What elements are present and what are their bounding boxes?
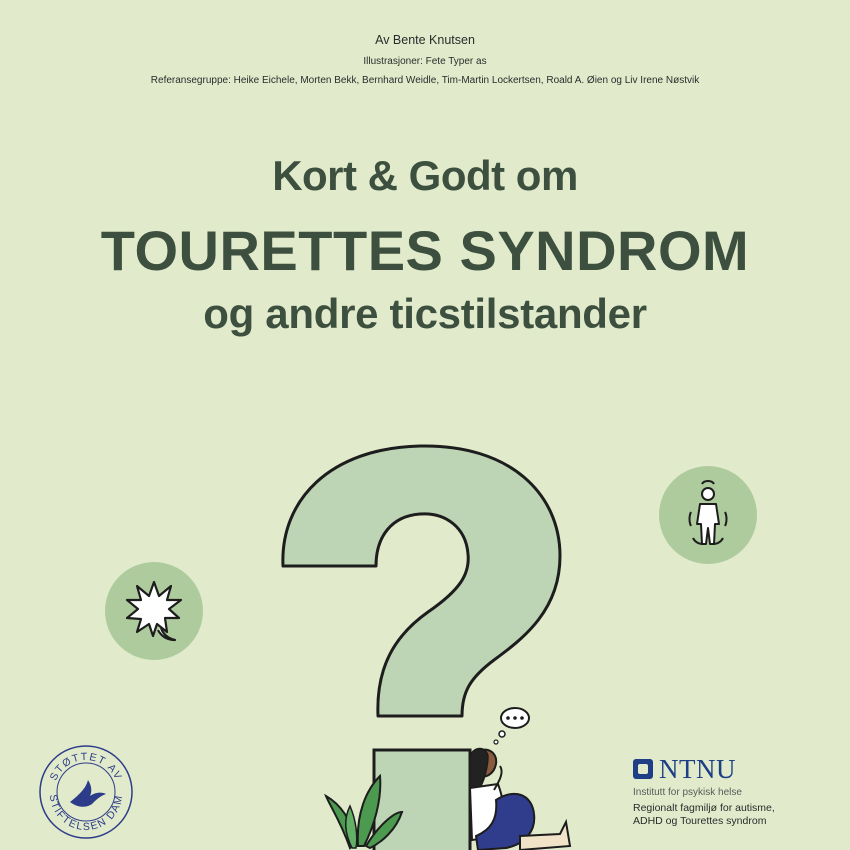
ntnu-institute: Institutt for psykisk helse [633,787,742,798]
ntnu-environment-line-1: Regionalt fagmiljø for autisme, [633,802,775,814]
stiftelsen-dam-stamp [38,744,134,840]
author-line: Av Bente Knutsen [375,33,475,47]
thought-bubble-icon [494,708,529,744]
stamp-top-text: STØTTET AV [47,750,125,783]
bird-icon [70,780,106,807]
ntnu-environment-line-2: ADHD og Tourettes syndrom [633,815,767,827]
illustrators-line: Illustrasjoner: Fete Typer as [363,56,487,67]
title-line-3: og andre ticstilstander [203,290,647,337]
ntnu-publisher-block [633,755,843,828]
person-shaking-icon [659,466,757,564]
question-dot-block [374,750,470,850]
motor-tic-badge [659,466,757,564]
stamp-bottom-text: STIFTELSEN DAM [46,793,126,834]
title-line-1: Kort & Godt om [272,152,578,199]
question-mark-shape [283,446,560,716]
title-line-2: TOURETTES SYNDROM [100,219,750,282]
reference-group-line: Referansegruppe: Heike Eichele, Morten Bekk, Bernhard Weidle, Tim-Martin Lockertsen, Roald A. Øien og Liv Irene Nøstvik [150,75,700,86]
plant-icon [326,776,402,848]
sitting-person-illustration [470,749,570,850]
ntnu-logo-icon [633,759,653,779]
ntnu-environment [633,802,843,828]
burst-speech-icon [105,562,203,660]
ntnu-name: NTNU [659,754,736,784]
tic-burst-badge [105,562,203,660]
